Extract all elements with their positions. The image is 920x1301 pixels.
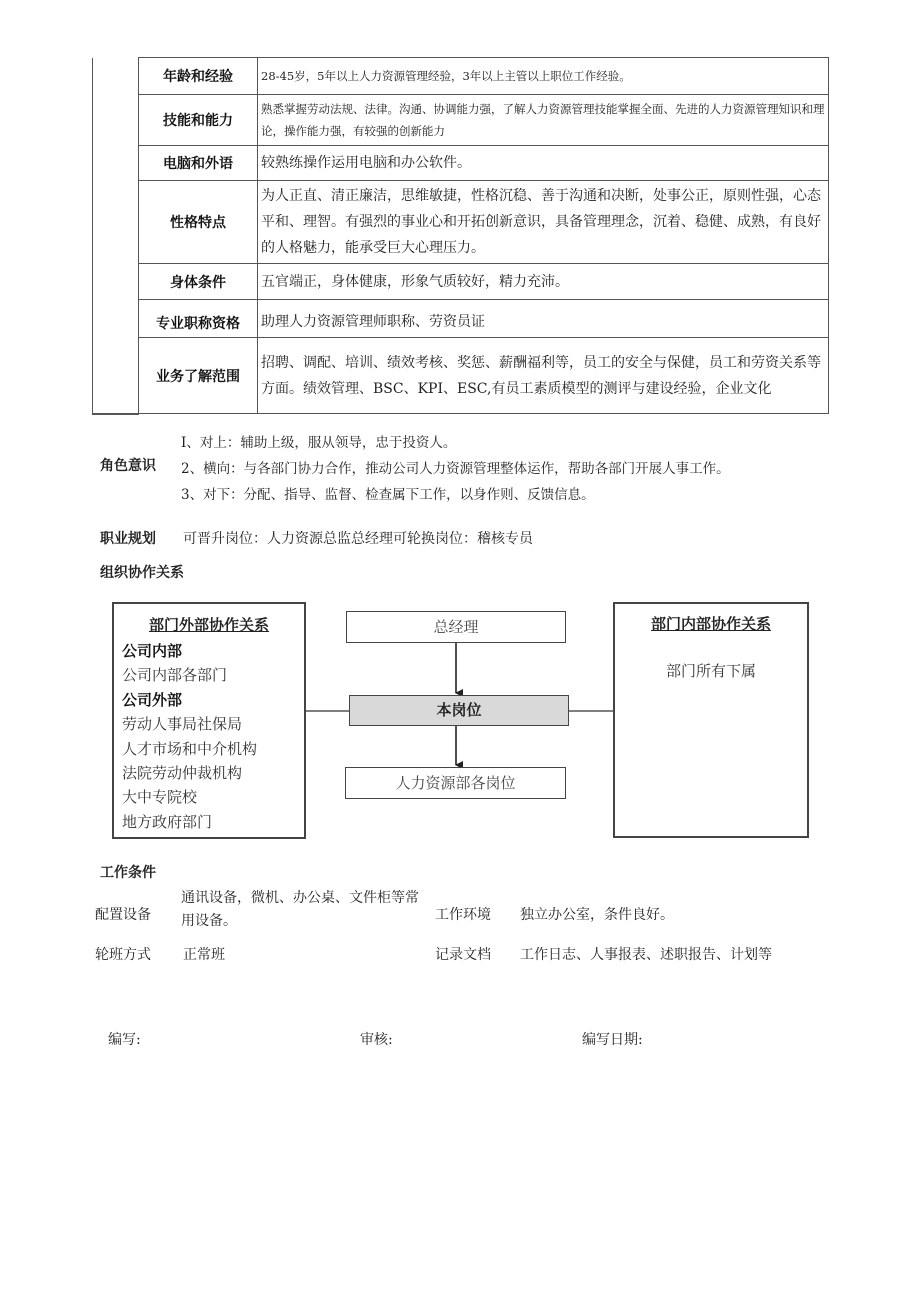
company-external-label: 公司外部 <box>122 690 183 709</box>
requirement-value: 为人正直、清正廉洁，思维敏捷，性格沉稳、善于沟通和决断，处事公正，原则性强，心态平和、理智。有强烈的事业心和开拓创新意识，具备管理理念，沉着、稳健、成熟，有良好的人格魅力，能承受巨大心理压力。 <box>258 181 829 264</box>
table-row <box>93 300 829 338</box>
requirement-label: 专业职称资格 <box>139 300 258 338</box>
role-line-down: 3、对下：分配、指导、监督、检查属下工作，以身作则、反馈信息。 <box>181 487 595 503</box>
role-awareness-title: 角色意识 <box>100 458 156 474</box>
table-row <box>93 146 829 181</box>
list-item: 大中专院校 <box>122 788 198 807</box>
equipment-label: 配置设备 <box>95 907 151 923</box>
requirement-value: 招聘、调配、培训、绩效考核、奖惩、薪酬福利等，员工的安全与保健，员工和劳资关系等方面。绩效管理、BSC、KPI、ESC,有员工素质模型的测评与建设经验，企业文化 <box>258 338 829 414</box>
role-line-lateral: 2、横向：与各部门协力合作，推动公司人力资源管理整体运作，帮助各部门开展人事工作。 <box>181 461 730 477</box>
requirement-value: 熟悉掌握劳动法规、法律。沟通、协调能力强，了解人力资源管理技能掌握全面、先进的人力资源管理知识和理论，操作能力强，有较强的创新能力 <box>258 95 829 146</box>
internal-relations-heading: 部门内部协作关系 <box>650 615 771 633</box>
general-manager-box: 总经理 <box>346 611 566 643</box>
author-field: 编写: <box>108 1032 141 1048</box>
environment-label: 工作环境 <box>435 907 491 923</box>
requirement-value: 五官端正，身体健康，形象气质较好，精力充沛。 <box>258 264 829 300</box>
table-row <box>93 338 829 414</box>
requirement-label: 身体条件 <box>139 264 258 300</box>
requirement-label: 业务了解范围 <box>139 338 258 414</box>
date-field: 编写日期: <box>582 1032 643 1048</box>
requirement-value: 28-45岁，5年以上人力资源管理经验，3年以上主管以上职位工作经验。 <box>258 58 829 95</box>
list-item: 地方政府部门 <box>122 812 213 831</box>
requirement-label: 年龄和经验 <box>139 58 258 95</box>
list-item: 人才市场和中介机构 <box>122 739 258 758</box>
requirements-table <box>92 57 829 415</box>
work-conditions-title: 工作条件 <box>100 865 156 881</box>
requirement-label: 性格特点 <box>139 181 258 264</box>
external-relations-heading: 部门外部协作关系 <box>148 616 269 634</box>
list-item: 劳动人事局社保局 <box>122 715 243 734</box>
records-value: 工作日志、人事报表、述职报告、计划等 <box>520 947 772 963</box>
internal-relations-text: 部门所有下属 <box>665 662 756 680</box>
career-plan-title: 职业规划 <box>100 531 156 547</box>
requirement-value: 助理人力资源管理师职称、劳资员证 <box>258 300 829 338</box>
requirement-label: 技能和能力 <box>139 95 258 146</box>
company-internal-label: 公司内部 <box>122 642 183 660</box>
external-relations-box <box>112 602 306 839</box>
this-position-box: 本岗位 <box>349 695 569 726</box>
career-plan-text: 可晋升岗位：人力资源总监总经理可轮换岗位：稽核专员 <box>183 531 533 547</box>
requirement-value: 较熟练操作运用电脑和办公软件。 <box>258 146 829 181</box>
internal-relations-box <box>613 602 809 838</box>
category-cell <box>93 58 139 414</box>
role-line-up: I、对上：辅助上级，服从领导，忠于投资人。 <box>181 435 457 451</box>
list-item: 公司内部各部门 <box>122 666 228 685</box>
shift-label: 轮班方式 <box>95 947 151 963</box>
table-row <box>93 264 829 300</box>
external-relations-list <box>122 639 304 834</box>
hr-positions-box: 人力资源部各岗位 <box>345 767 566 799</box>
table-row <box>93 58 829 95</box>
review-field: 审核: <box>360 1032 393 1048</box>
shift-value: 正常班 <box>183 947 225 963</box>
list-item: 法院劳动仲裁机构 <box>122 764 243 783</box>
org-relations-title: 组织协作关系 <box>100 565 184 581</box>
environment-value: 独立办公室，条件良好。 <box>520 907 674 923</box>
records-label: 记录文档 <box>435 947 491 963</box>
equipment-value: 通讯设备，微机、办公桌、文件柜等常用设备。 <box>181 890 419 929</box>
requirement-label: 电脑和外语 <box>139 146 258 181</box>
table-row <box>93 181 829 264</box>
table-row <box>93 95 829 146</box>
